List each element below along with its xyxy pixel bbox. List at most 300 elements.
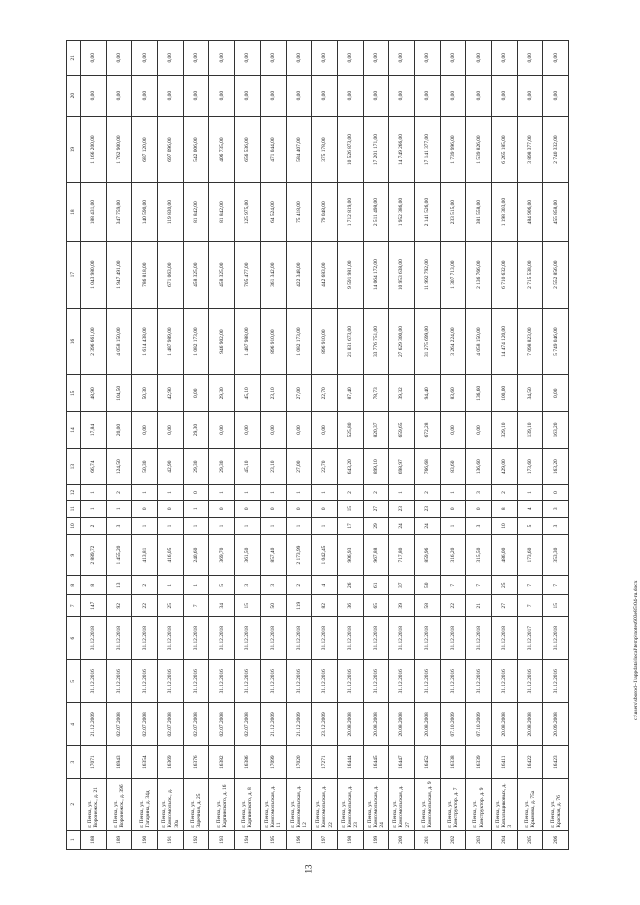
table-cell: 02.07.2008: [183, 703, 209, 746]
table-cell: 1: [81, 485, 107, 500]
table-cell: 31.12.2018: [158, 617, 184, 660]
column-header: 2: [67, 778, 81, 830]
table-row: [183, 41, 209, 850]
table-cell: 1: [158, 485, 184, 500]
table-cell: 2: [492, 485, 518, 500]
table-cell: 1 082 173,00: [183, 308, 209, 375]
table-cell: 197: [312, 830, 338, 849]
column-header: 1: [67, 830, 81, 849]
table-cell: 2 889,72: [81, 535, 107, 576]
table-cell: 1: [312, 517, 338, 534]
table-cell: 5: [517, 517, 543, 534]
table-cell: 375 178,00: [312, 116, 338, 183]
table-cell: 0,00: [440, 41, 466, 76]
table-cell: 4: [312, 576, 338, 595]
table-cell: 31.12.2016: [312, 660, 338, 703]
table-cell: 58: [414, 595, 440, 617]
table-cell: 820,37: [363, 412, 389, 449]
table-cell: 1: [235, 485, 261, 500]
table-cell: 0,00: [466, 41, 492, 76]
table-cell: 31.12.2016: [337, 660, 363, 703]
table-row: [517, 41, 543, 850]
table-cell: 31.12.2016: [183, 660, 209, 703]
table-cell: 196: [286, 830, 312, 849]
table-cell: 136,60: [466, 375, 492, 412]
table-cell: 671 063,00: [158, 241, 184, 308]
table-cell: г. Пенза, ул. Комсомольская, д. 23: [337, 778, 363, 830]
table-cell: 31.12.2016: [132, 660, 158, 703]
table-cell: 190: [132, 830, 158, 849]
table-cell: 5 749 046,00: [543, 308, 569, 375]
table-cell: 2 141 526,00: [414, 183, 440, 241]
table-cell: 413,81: [132, 535, 158, 576]
table-cell: 163,20: [543, 412, 569, 449]
table-cell: 659,65: [389, 412, 415, 449]
table-cell: 50,30: [132, 448, 158, 485]
table-cell: 0: [183, 485, 209, 500]
table-cell: г. Пенза, ул. Комсомольская, д. 9: [414, 778, 440, 830]
table-cell: г. Пенза, ул. Комсомольская, д. 11: [260, 778, 286, 830]
table-cell: 0,00: [543, 41, 569, 76]
table-cell: 31.12.2018: [337, 617, 363, 660]
table-cell: 16382: [209, 746, 235, 778]
table-cell: 8: [81, 576, 107, 595]
table-cell: 92: [106, 595, 132, 617]
table-cell: 2: [414, 485, 440, 500]
table-cell: 0,00: [158, 75, 184, 116]
table-cell: 717,80: [389, 535, 415, 576]
table-cell: 7: [440, 576, 466, 595]
table-cell: 31.12.2018: [209, 617, 235, 660]
table-row: [106, 41, 132, 850]
table-cell: 416,05: [158, 535, 184, 576]
table-cell: 381 558,00: [466, 183, 492, 241]
table-cell: 17271: [312, 746, 338, 778]
table-cell: 29,30: [209, 448, 235, 485]
table-cell: 2 173,99: [286, 535, 312, 576]
table-cell: 50: [260, 595, 286, 617]
table-cell: 2 715 538,00: [517, 241, 543, 308]
table-cell: 17071: [81, 746, 107, 778]
table-cell: 1 712 819,00: [337, 183, 363, 241]
page-number: 13: [303, 864, 314, 874]
table-cell: 21.12.2009: [260, 703, 286, 746]
table-cell: 0,00: [260, 75, 286, 116]
table-cell: 4 058 150,00: [106, 308, 132, 375]
table-cell: 0,00: [466, 75, 492, 116]
table-cell: 361 342,00: [260, 241, 286, 308]
table-cell: 0,00: [235, 75, 261, 116]
table-cell: 8: [492, 500, 518, 517]
table-cell: 22: [440, 595, 466, 617]
table-cell: 20.08.2008: [363, 703, 389, 746]
table-cell: 29,30: [209, 375, 235, 412]
table-cell: 31.12.2018: [312, 617, 338, 660]
table-cell: 406 735,00: [209, 116, 235, 183]
table-cell: 316,20: [440, 535, 466, 576]
table-cell: 29,30: [183, 412, 209, 449]
table-cell: 1: [132, 517, 158, 534]
table-cell: г. Пенза, ул. Комсомольская, д. 27: [389, 778, 415, 830]
table-cell: 1 307 713,00: [440, 241, 466, 308]
table-cell: 31.12.2016: [260, 660, 286, 703]
table-cell: 21.12.2009: [286, 703, 312, 746]
table-cell: 361,50: [235, 535, 261, 576]
table-row: [466, 41, 492, 850]
table-cell: 458 325,00: [183, 241, 209, 308]
table-cell: 471 044,00: [260, 116, 286, 183]
table-cell: 20,00: [106, 412, 132, 449]
table-cell: 20.08.2008: [492, 703, 518, 746]
table-cell: 17,84: [81, 412, 107, 449]
table-cell: 4: [517, 500, 543, 517]
table-cell: 1: [286, 517, 312, 534]
table-cell: г. Пенза, ул. Комсомольская, д. 24: [363, 778, 389, 830]
table-cell: 429,00: [492, 448, 518, 485]
table-cell: 31.12.2017: [517, 617, 543, 660]
table-cell: 1: [286, 485, 312, 500]
table-cell: 486,00: [492, 535, 518, 576]
table-row: [337, 41, 363, 850]
table-cell: 15: [235, 595, 261, 617]
table-cell: 0,00: [132, 412, 158, 449]
table-body: [81, 41, 569, 850]
table-cell: 1 762 900,00: [106, 116, 132, 183]
table-cell: 81 842,00: [183, 183, 209, 241]
table-cell: 136,60: [466, 448, 492, 485]
table-cell: 10 953 638,00: [389, 241, 415, 308]
table-cell: 66,74: [81, 448, 107, 485]
table-cell: 0,00: [260, 41, 286, 76]
housing-program-table: [66, 40, 569, 850]
table-cell: 3 264 224,00: [440, 308, 466, 375]
table-cell: 23: [414, 500, 440, 517]
table-cell: 17 201 171,00: [363, 116, 389, 183]
table-cell: 61: [363, 576, 389, 595]
table-cell: 329,10: [492, 412, 518, 449]
table-cell: 23,10: [260, 448, 286, 485]
table-cell: 65: [363, 595, 389, 617]
table-cell: 17: [337, 517, 363, 534]
table-row: [492, 41, 518, 850]
table-cell: 27: [492, 595, 518, 617]
table-cell: 27: [363, 500, 389, 517]
table-cell: 205: [517, 830, 543, 849]
column-header: 14: [67, 412, 81, 449]
table-cell: 31.12.2016: [492, 660, 518, 703]
table-cell: 31.12.2016: [209, 660, 235, 703]
table-cell: 31.12.2018: [235, 617, 261, 660]
table-row: [286, 41, 312, 850]
table-cell: 1 198 303,00: [492, 183, 518, 241]
column-header: 11: [67, 500, 81, 517]
column-header: 10: [67, 517, 81, 534]
table-cell: 191: [158, 830, 184, 849]
table-cell: 02.07.2008: [158, 703, 184, 746]
table-cell: 0,00: [389, 41, 415, 76]
table-cell: 7: [543, 576, 569, 595]
table-cell: 26: [337, 576, 363, 595]
table-row: [389, 41, 415, 850]
table-cell: 0,00: [440, 412, 466, 449]
table-cell: 33 776 751,00: [363, 308, 389, 375]
table-row: [543, 41, 569, 850]
table-row: [209, 41, 235, 850]
table-cell: 455 858,00: [543, 183, 569, 241]
table-cell: 206: [543, 830, 569, 849]
table-cell: 7: [183, 595, 209, 617]
table-cell: 202: [440, 830, 466, 849]
table-cell: 125 975,00: [235, 183, 261, 241]
table-cell: 31.12.2016: [106, 660, 132, 703]
table-cell: 1 455,20: [106, 535, 132, 576]
table-row: [260, 41, 286, 850]
table-cell: 16452: [414, 746, 440, 778]
table-cell: 14 749 266,00: [389, 116, 415, 183]
table-cell: 188 431,00: [81, 183, 107, 241]
table-cell: 39,32: [389, 375, 415, 412]
table-cell: 02.07.2008: [209, 703, 235, 746]
table-cell: 139,10: [517, 412, 543, 449]
table-cell: 1 739 996,00: [440, 116, 466, 183]
table-cell: 17099: [260, 746, 286, 778]
table-cell: 0,00: [440, 75, 466, 116]
table-cell: 31.12.2018: [414, 617, 440, 660]
table-cell: 0: [260, 500, 286, 517]
table-cell: 82: [312, 595, 338, 617]
table-cell: 199: [363, 830, 389, 849]
table-cell: 0: [543, 485, 569, 500]
table-cell: 1 166 200,00: [81, 116, 107, 183]
table-cell: 0,00: [81, 75, 107, 116]
table-cell: 23,10: [260, 375, 286, 412]
table-cell: 1: [209, 517, 235, 534]
table-cell: 422 348,00: [286, 241, 312, 308]
table-cell: 9 591 981,00: [337, 241, 363, 308]
table-cell: 0,00: [492, 41, 518, 76]
table-cell: 1: [183, 576, 209, 595]
table-cell: 2: [337, 485, 363, 500]
table-row: [440, 41, 466, 850]
table-cell: 896 910,00: [260, 308, 286, 375]
table-cell: 1: [106, 500, 132, 517]
table-cell: 1 614 438,00: [132, 308, 158, 375]
table-cell: 1 043 980,00: [81, 241, 107, 308]
column-header: 15: [67, 375, 81, 412]
table-cell: 31.12.2016: [158, 660, 184, 703]
table-cell: 31.12.2018: [363, 617, 389, 660]
column-header: 5: [67, 660, 81, 703]
table-cell: 27,00: [286, 448, 312, 485]
table-cell: 192: [183, 830, 209, 849]
table-cell: 29: [363, 517, 389, 534]
table-cell: 64 524,00: [260, 183, 286, 241]
table-row: [158, 41, 184, 850]
table-cell: 34,50: [517, 375, 543, 412]
table-header-row: [67, 41, 81, 850]
table-cell: 42,90: [158, 375, 184, 412]
table-cell: 1 042,45: [312, 535, 338, 576]
table-cell: 542 006,00: [183, 116, 209, 183]
table-cell: 1: [235, 517, 261, 534]
table-cell: 766,68: [414, 448, 440, 485]
table-cell: 1: [517, 485, 543, 500]
table-cell: 0,00: [158, 41, 184, 76]
table-cell: 10: [492, 517, 518, 534]
table-cell: 786 818,00: [132, 241, 158, 308]
table-cell: 0: [209, 500, 235, 517]
table-cell: 198: [337, 830, 363, 849]
table-cell: 02.07.2008: [106, 703, 132, 746]
table-cell: 0,00: [337, 75, 363, 116]
table-cell: 31.12.2016: [286, 660, 312, 703]
table-cell: 124,50: [106, 448, 132, 485]
table-cell: 484 906,00: [517, 183, 543, 241]
table-cell: 1: [312, 485, 338, 500]
column-header: 9: [67, 535, 81, 576]
table-cell: 201: [414, 830, 440, 849]
table-cell: 31.12.2016: [440, 660, 466, 703]
table-cell: 0,00: [183, 75, 209, 116]
table-cell: 20.08.2008: [414, 703, 440, 746]
table-cell: 45,10: [235, 448, 261, 485]
table-cell: 0,00: [235, 412, 261, 449]
table-cell: 16444: [337, 746, 363, 778]
table-cell: 31.12.2018: [132, 617, 158, 660]
table-cell: 1: [440, 485, 466, 500]
table-cell: г. Пенза, ул. Воронежск., д. 21: [81, 778, 107, 830]
table-cell: 31.12.2018: [543, 617, 569, 660]
table-cell: 442 683,00: [312, 241, 338, 308]
table-cell: 31.12.2018: [440, 617, 466, 660]
table-cell: 22,70: [312, 448, 338, 485]
table-cell: 31 275 699,00: [414, 308, 440, 375]
table-cell: 20.08.2008: [389, 703, 415, 746]
table-cell: 2: [106, 485, 132, 500]
document-path-footer: c:\users\sborod~1\appdata\local\temp\notes603e85\04-ru.docx: [633, 580, 639, 720]
table-cell: г. Пенза, ул. Гагарина, д. 34д: [132, 778, 158, 830]
table-cell: 643,20: [337, 448, 363, 485]
table-cell: 79 048,00: [312, 183, 338, 241]
table-cell: 20.08.2008: [337, 703, 363, 746]
table-cell: 194: [235, 830, 261, 849]
table-row: [132, 41, 158, 850]
table-cell: 896 910,00: [312, 308, 338, 375]
table-cell: 31.12.2018: [466, 617, 492, 660]
table-cell: 3: [260, 576, 286, 595]
table-cell: 42,90: [158, 448, 184, 485]
table-cell: 1 539 826,00: [466, 116, 492, 183]
table-cell: г. Пенза, ул. Комсомольская, д. 12: [286, 778, 312, 830]
column-header: 3: [67, 746, 81, 778]
table-cell: 16339: [466, 746, 492, 778]
table-cell: 698,97: [389, 448, 415, 485]
table-cell: 13: [106, 576, 132, 595]
table-cell: 16943: [106, 746, 132, 778]
table-cell: 17 141 377,00: [414, 116, 440, 183]
table-cell: 16369: [158, 746, 184, 778]
table-cell: 16386: [235, 746, 261, 778]
table-cell: 0,00: [106, 75, 132, 116]
table-row: [235, 41, 261, 850]
column-header: 21: [67, 41, 81, 76]
table-cell: 0,00: [543, 375, 569, 412]
table-cell: 2 552 856,00: [543, 241, 569, 308]
table-cell: 119 830,00: [158, 183, 184, 241]
table-cell: 967,88: [363, 535, 389, 576]
table-cell: 31.12.2016: [235, 660, 261, 703]
table-cell: 83,60: [440, 448, 466, 485]
table-cell: 195: [260, 830, 286, 849]
table-cell: 1: [260, 517, 286, 534]
table-cell: 0: [235, 500, 261, 517]
table-cell: 16354: [132, 746, 158, 778]
table-cell: 15: [543, 595, 569, 617]
column-header: 13: [67, 448, 81, 485]
table-cell: 24: [389, 517, 415, 534]
table-cell: 189: [106, 830, 132, 849]
table-cell: 14 474 120,00: [492, 308, 518, 375]
table-cell: 1: [389, 485, 415, 500]
table-cell: 3: [543, 500, 569, 517]
table-cell: 25: [492, 576, 518, 595]
table-cell: 16447: [389, 746, 415, 778]
table-cell: 2: [81, 517, 107, 534]
table-cell: 31.12.2016: [363, 660, 389, 703]
table-cell: 31.12.2016: [389, 660, 415, 703]
table-cell: 1: [260, 485, 286, 500]
table-cell: 39: [389, 595, 415, 617]
table-cell: 672,28: [414, 412, 440, 449]
table-cell: 25: [158, 595, 184, 617]
table-cell: г. Пенза, ул. Комсомольская, д. 22: [312, 778, 338, 830]
table-cell: г. Пенза, ул. Воронежск., д. 39б: [106, 778, 132, 830]
table-cell: 6 710 632,00: [492, 241, 518, 308]
table-cell: 27,00: [286, 375, 312, 412]
table-cell: 48,90: [81, 375, 107, 412]
table-cell: 7 098 823,00: [517, 308, 543, 375]
table-cell: 16422: [517, 746, 543, 778]
table-cell: 34: [209, 595, 235, 617]
table-cell: 20.08.2008: [517, 703, 543, 746]
table-cell: 0,00: [363, 75, 389, 116]
table-cell: 0,00: [286, 75, 312, 116]
table-cell: 23: [389, 500, 415, 517]
table-cell: г. Пенза, ул. Карпинского, д. 8: [235, 778, 261, 830]
table-cell: 21 831 673,00: [337, 308, 363, 375]
table-cell: 0,00: [286, 41, 312, 76]
column-header: 12: [67, 485, 81, 500]
table-cell: 140 590,00: [132, 183, 158, 241]
table-cell: 1 947 491,00: [106, 241, 132, 308]
table-cell: 1: [440, 517, 466, 534]
table-cell: 16411: [492, 746, 518, 778]
table-row: [81, 41, 107, 850]
table-cell: 347 759,00: [106, 183, 132, 241]
column-header: 8: [67, 576, 81, 595]
table-cell: 87,40: [337, 375, 363, 412]
table-cell: 16376: [183, 746, 209, 778]
table-cell: 0,00: [209, 75, 235, 116]
table-cell: 3: [466, 485, 492, 500]
table-cell: 22: [132, 595, 158, 617]
table-cell: 3: [466, 517, 492, 534]
table-cell: 0,00: [132, 41, 158, 76]
table-cell: 0,00: [106, 41, 132, 76]
table-cell: 240,60: [183, 535, 209, 576]
table-cell: 458 325,00: [209, 241, 235, 308]
table-cell: 173,60: [517, 535, 543, 576]
